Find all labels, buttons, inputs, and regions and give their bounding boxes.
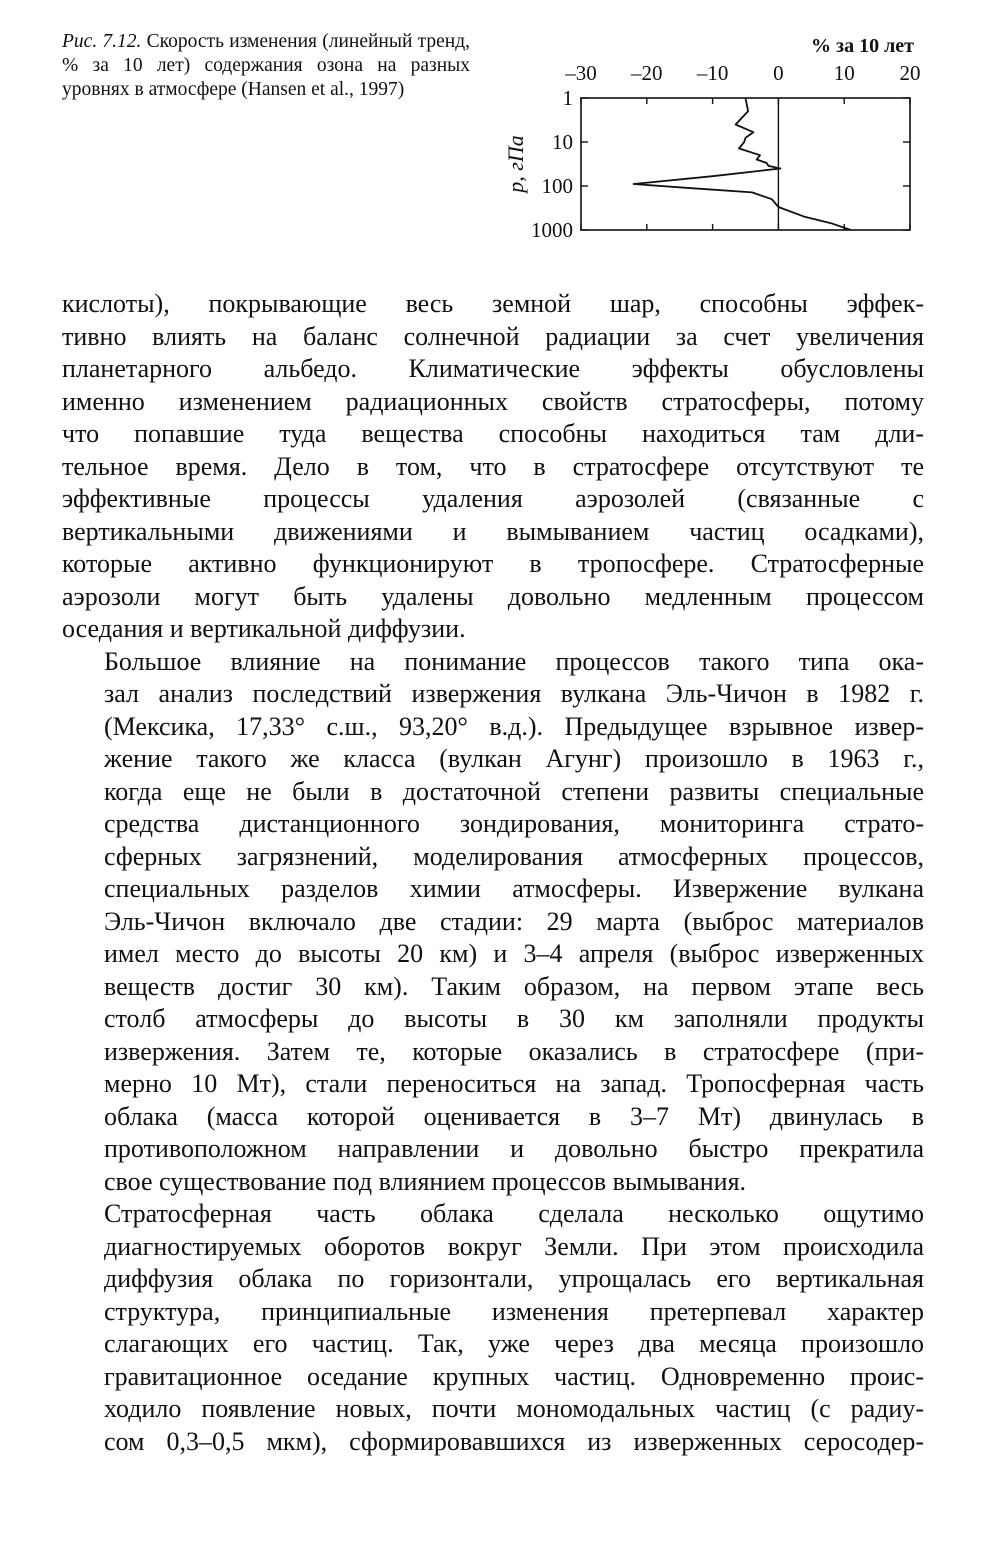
x-tick-label: –10: [696, 61, 729, 85]
text-line: зал анализ последствий извержения вулкана Эль-Чичон в 1982 г.: [104, 679, 924, 708]
text-line: диффузия облака по горизонтали, упрощалась его вертикальная: [104, 1264, 924, 1293]
text-line: средства дистанционного зондирования, мониторинга страто-: [104, 809, 924, 838]
text-line: оседания и вертикальной диффузии.: [62, 614, 466, 643]
paragraph: [62, 1198, 924, 1458]
text-line: гравитационное оседание крупных частиц. Одновременно проис-: [104, 1361, 924, 1391]
text-line: когда еще не были в достаточной степени развиты специальные: [104, 776, 924, 806]
text-line: которые активно функционируют в тропосфере. Стратосферные: [62, 549, 924, 578]
ozone-trend-line: [634, 98, 851, 230]
text-line: веществ достиг 30 км). Таким образом, на первом этапе весь: [104, 971, 924, 1001]
text-line: (Мексика, 17,33° с.ш., 93,20° в.д.). Предыдущее взрывное извер-: [104, 711, 924, 741]
text-line: специальных разделов химии атмосферы. Извержение вулкана: [104, 874, 924, 903]
text-line: противоположном направлении и довольно быстро прекратила: [104, 1134, 924, 1163]
text-line: ходило появление новых, почти мономодальных частиц (с радиу-: [104, 1394, 924, 1423]
text-line: мерно 10 Мт), стали переноситься на запад. Тропосферная часть: [104, 1069, 924, 1098]
chart-svg: [505, 22, 945, 252]
y-tick-label: 1: [562, 86, 573, 110]
text-line: эффективные процессы удаления аэрозолей (связанные с: [62, 484, 924, 513]
x-tick-label: 10: [833, 61, 855, 85]
text-line: сом 0,3–0,5 мкм), сформировавшихся из изверженных серосодер-: [104, 1426, 924, 1456]
plot-frame: [581, 98, 910, 230]
y-tick-label: 100: [541, 174, 573, 198]
y-tick-label: 1000: [531, 218, 573, 242]
x-tick-label: –20: [631, 61, 663, 85]
text-line: что попавшие туда вещества способны находиться там дли-: [62, 419, 924, 448]
text-line: Стратосферная часть облака сделала несколько ощутимо: [104, 1199, 924, 1228]
text-line: кислоты), покрывающие весь земной шар, способны эффек-: [62, 289, 924, 318]
text-line: свое существование под влиянием процессов вымывания.: [104, 1166, 747, 1196]
text-line: извержения. Затем те, которые оказались в стратосфере (при-: [104, 1036, 924, 1066]
figure-caption-text: Скорость изменения (линейный тренд, % за 10 лет) содержания озона на разных уровнях в атмосфере (Hansen et al., 1997): [62, 31, 471, 100]
text-line: облака (масса которой оценивается в 3–7 Мт) двинулась в: [104, 1101, 924, 1131]
figure-label: Рис. 7.12.: [62, 31, 142, 52]
text-line: вертикальными движениями и вымыванием частиц осадками),: [62, 516, 924, 546]
text-line: тельное время. Дело в том, что в стратосфере отсутствуют те: [62, 451, 924, 481]
text-line: тивно влиять на баланс солнечной радиации за счет увеличения: [62, 321, 924, 351]
x-tick-label: 0: [773, 61, 784, 85]
text-line: жение такого же класса (вулкан Агунг) произошло в 1963 г.,: [104, 744, 924, 773]
text-line: именно изменением радиационных свойств стратосферы, потому: [62, 386, 924, 416]
x-tick-label: –30: [565, 61, 597, 85]
body-text: [62, 288, 924, 1458]
text-line: сферных загрязнений, моделирования атмосферных процессов,: [104, 841, 924, 871]
y-tick-label: 10: [552, 130, 573, 154]
paragraph: [62, 288, 924, 646]
text-line: слагающих его частиц. Так, уже через два месяца произошло: [104, 1329, 924, 1358]
text-line: Эль-Чичон включало две стадии: 29 марта (выброс материалов: [104, 906, 924, 936]
paragraph: [62, 646, 924, 1199]
figure-caption: [62, 30, 470, 102]
text-line: аэрозоли могут быть удалены довольно медленным процессом: [62, 581, 924, 611]
text-line: планетарного альбедо. Климатические эффекты обусловлены: [62, 354, 924, 383]
text-line: имел место до высоты 20 км) и 3–4 апреля (выброс изверженных: [104, 939, 924, 968]
y-axis-label: p, гПа: [503, 135, 528, 193]
text-line: диагностируемых оборотов вокруг Земли. При этом происходила: [104, 1231, 924, 1261]
ozone-trend-chart: [505, 22, 945, 252]
text-line: столб атмосферы до высоты в 30 км заполняли продукты: [104, 1004, 924, 1033]
text-line: структура, принципиальные изменения претерпевал характер: [104, 1296, 924, 1326]
top-axis-title: % за 10 лет: [811, 35, 914, 57]
x-tick-label: 20: [899, 61, 921, 85]
text-line: Большое влияние на понимание процессов такого типа ока-: [104, 646, 924, 676]
